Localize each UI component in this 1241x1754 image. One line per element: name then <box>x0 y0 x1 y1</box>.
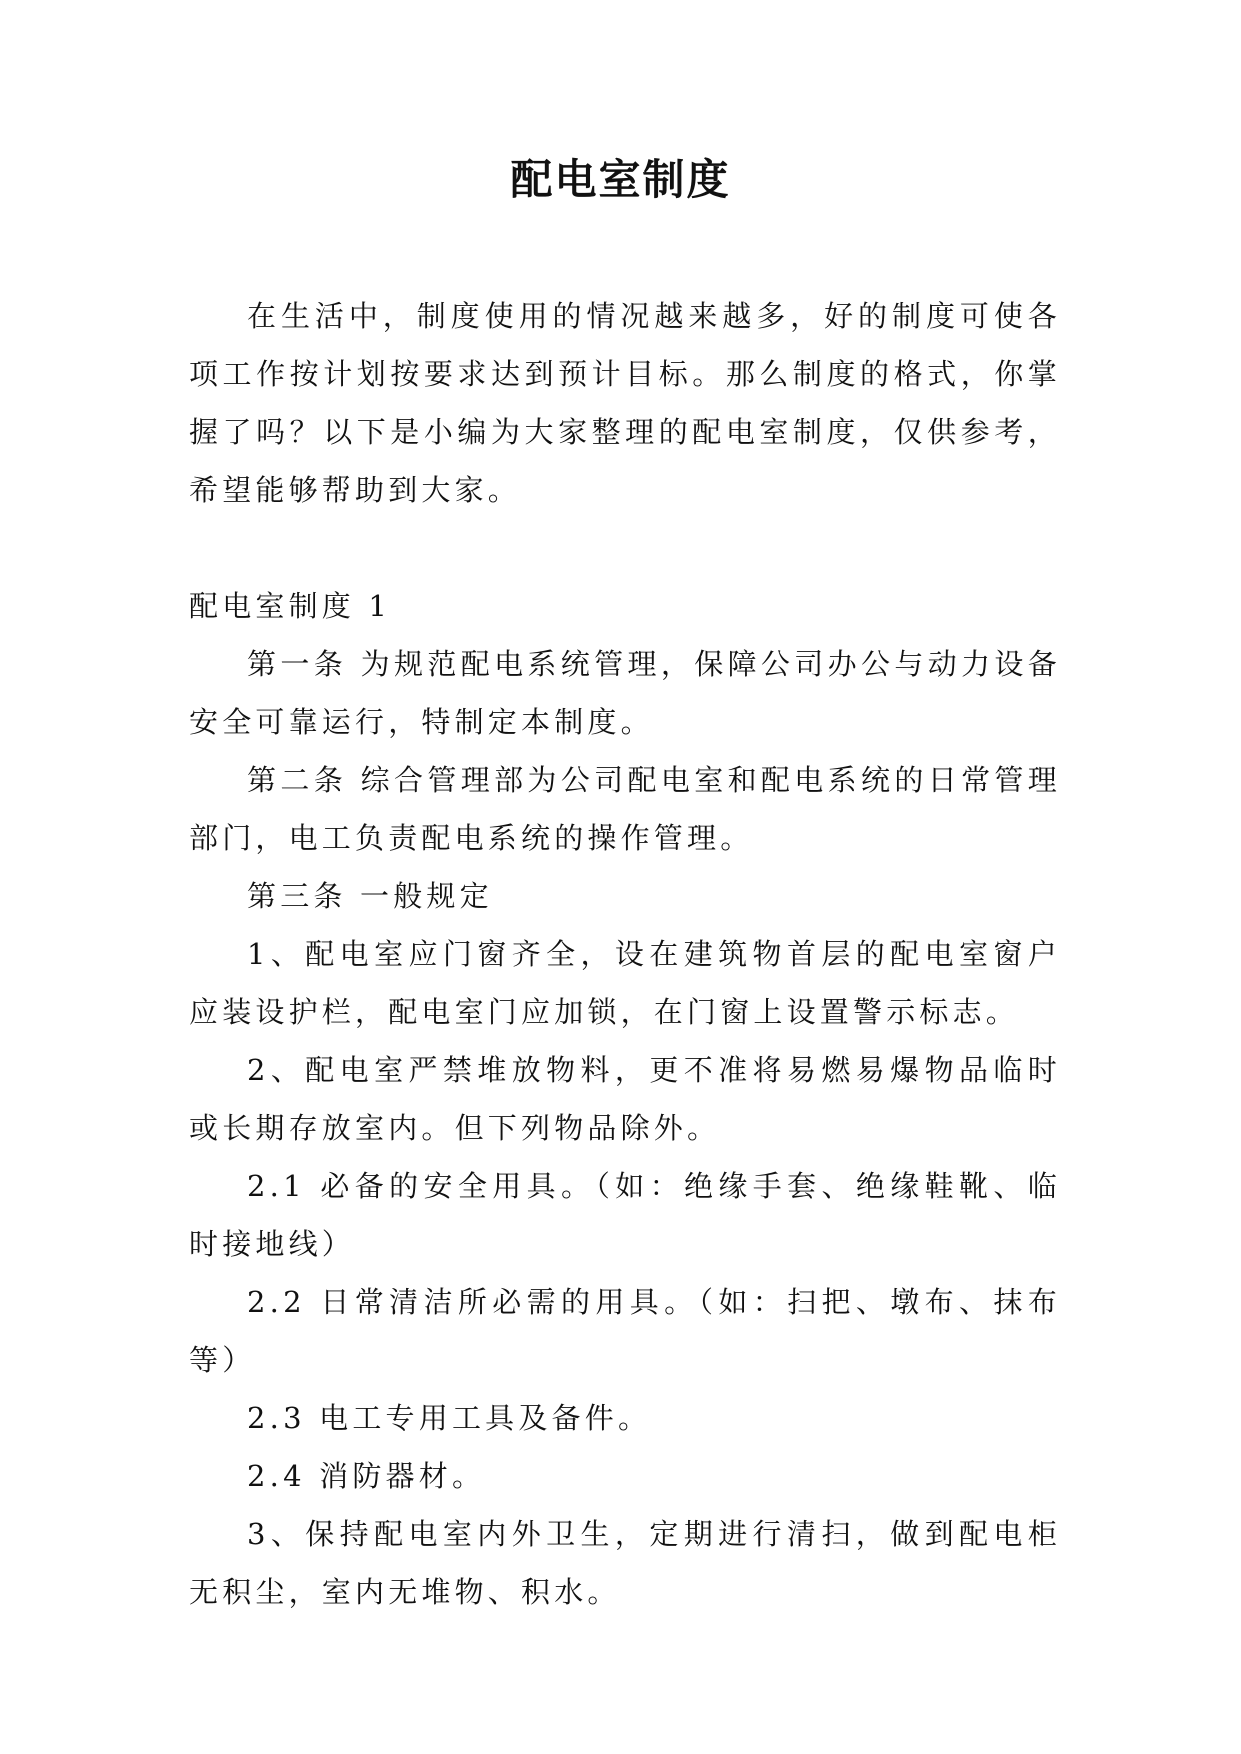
intro-paragraph: 在生活中，制度使用的情况越来越多，好的制度可使各项工作按计划按要求达到预计目标。那么制度的格式，你掌握了吗？以下是小编为大家整理的配电室制度，仅供参考，希望能够帮助到大家。 <box>189 299 1061 507</box>
rule-1: 1、配电室应门窗齐全，设在建筑物首层的配电室窗户应装设护栏，配电室门应加锁，在门窗上设置警示标志。 <box>189 937 1061 1029</box>
rule-2-3: 2.3 电工专用工具及备件。 <box>247 1401 652 1435</box>
article-1: 第一条 为规范配电系统管理，保障公司办公与动力设备安全可靠运行，特制定本制度。 <box>189 647 1061 739</box>
paragraph-spacer <box>189 519 1061 577</box>
rule-2: 2、配电室严禁堆放物料，更不准将易燃易爆物品临时或长期存放室内。但下列物品除外。 <box>189 1053 1061 1145</box>
rule-2-4: 2.4 消防器材。 <box>247 1459 486 1493</box>
document-body <box>189 287 1061 1621</box>
rule-2-2: 2.2 日常清洁所必需的用具。（如：扫把、墩布、抹布等） <box>189 1285 1061 1377</box>
section-heading: 配电室制度 1 <box>189 589 392 623</box>
rule-2-1: 2.1 必备的安全用具。（如：绝缘手套、绝缘鞋靴、临时接地线） <box>189 1169 1061 1261</box>
rule-3: 3、保持配电室内外卫生，定期进行清扫，做到配电柜无积尘，室内无堆物、积水。 <box>189 1517 1061 1609</box>
document-title: 配电室制度 <box>510 155 731 204</box>
article-2: 第二条 综合管理部为公司配电室和配电系统的日常管理部门，电工负责配电系统的操作管理。 <box>189 763 1061 855</box>
article-3-heading: 第三条 一般规定 <box>247 879 493 913</box>
